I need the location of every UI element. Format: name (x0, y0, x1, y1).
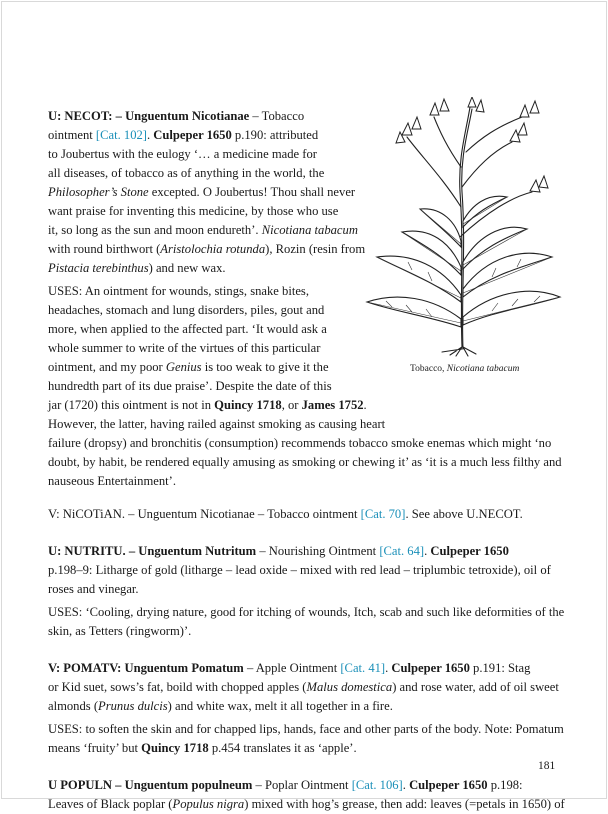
text-line (48, 580, 568, 599)
catalogue-link[interactable]: [Cat. 70] (360, 507, 406, 521)
section-gap (48, 524, 568, 542)
italic-text: Philosopher’s Stone (48, 185, 149, 199)
text-run: ) and white wax, melt it all together in a fire. (167, 699, 393, 713)
italic-text: Nicotiana tabacum (261, 223, 358, 237)
text-line (48, 434, 568, 453)
text-run: more, when applied to the affected part. ‘It would ask a (48, 322, 327, 336)
text-run: . See above U.NECOT. (405, 507, 523, 521)
text-run: . (147, 128, 154, 142)
italic-text: Aristolochia rotunda (160, 242, 266, 256)
section-gap (48, 641, 568, 659)
illustration-caption: Tobacco, Nicotiana tabacum (410, 364, 520, 374)
text-run: ) and rose water, add of oil sweet (392, 680, 559, 694)
section-gap (48, 758, 568, 776)
text-line (48, 678, 568, 697)
text-run: p.191: Stag (469, 661, 531, 675)
text-run: ), Rozin (resin from (265, 242, 366, 256)
text-run: – Tobacco (249, 109, 305, 123)
bold-text: Culpeper 1650 (409, 778, 488, 792)
text-line (48, 622, 568, 641)
catalogue-link[interactable]: [Cat. 106] (351, 778, 403, 792)
text-line (48, 453, 568, 472)
catalogue-link[interactable]: [Cat. 64] (379, 544, 425, 558)
text-run: roses and vinegar. (48, 582, 139, 596)
text-run: skin, as Tetters (ringworm)’. (48, 624, 192, 638)
text-run: – Apple Ointment (243, 661, 341, 675)
text-run: . (385, 661, 392, 675)
catalogue-link[interactable]: [Cat. 102] (95, 128, 147, 142)
text-run: hundredth part of its due praise’. Despite the date of this (48, 379, 332, 393)
text-run: USES: ‘Cooling, drying nature, good for itching of wounds, Itch, scab and such like deformities of the (48, 605, 565, 619)
text-run: However, the latter, having railed against smoking as causing heart (48, 417, 386, 431)
text-run: or Kid suet, sows’s fat, boild with chopped apples ( (48, 680, 307, 694)
italic-text: Prunus dulcis (98, 699, 168, 713)
bold-text: Quincy 1718 (214, 398, 282, 412)
text-run: it, so long as the sun and moon endureth’. (48, 223, 262, 237)
text-run: ointment, and my poor (48, 360, 166, 374)
bold-text: U: NUTRITU. – Unguentum Nutritum (48, 544, 257, 558)
text-line (48, 603, 568, 622)
bold-text: U: NECOT: – Unguentum Nicotianae (48, 109, 250, 123)
text-run: with round birthwort ( (48, 242, 161, 256)
text-run: , or (281, 398, 302, 412)
text-line (48, 739, 568, 758)
text-line (48, 561, 568, 580)
text-run: nauseous Entertainment’. (48, 474, 176, 488)
text-run: jar (1720) this ointment is not in (48, 398, 215, 412)
text-run: is too weak to give it the (201, 360, 329, 374)
text-run: p.454 translates it as ‘apple’. (208, 741, 357, 755)
paragraph-spacer (48, 491, 568, 505)
text-run: p.198: (487, 778, 523, 792)
text-run: USES: An ointment for wounds, stings, snake bites, (48, 284, 309, 298)
text-run: whole summer to write of the virtues of this particular (48, 341, 321, 355)
text-run: . (424, 544, 431, 558)
bold-text: Culpeper 1650 (153, 128, 232, 142)
text-line (48, 396, 568, 415)
text-line (48, 505, 568, 524)
text-run: failure (dropsy) and bronchitis (consumption) recommends tobacco smoke enemas which might ‘no (48, 436, 552, 450)
text-run: . (363, 398, 367, 412)
text-run: ointment (48, 128, 96, 142)
tobacco-plant-icon (362, 97, 562, 357)
text-run: doubt, by habit, be rendered equally amusing as smoking or chewing it’ as ‘it is a much less filthy and (48, 455, 562, 469)
catalogue-link[interactable]: [Cat. 41] (340, 661, 386, 675)
text-run: . (402, 778, 410, 792)
text-line (48, 377, 568, 396)
text-line (48, 720, 568, 739)
text-line (48, 697, 568, 716)
italic-text: Populus nigra (172, 797, 245, 811)
text-run: p.198–9: Litharge of gold (litharge – lead oxide – mixed with red lead – triplumbic tetroxide), oil of (48, 563, 551, 577)
text-run: want praise for inventing this medicine, by those who use (48, 204, 339, 218)
text-run: almonds ( (48, 699, 99, 713)
bold-text: U POPULN – Unguentum populneum (48, 778, 253, 792)
text-run: ) mixed with hog’s grease, then add: leaves (=petals in 1650) of (244, 797, 565, 811)
text-run: p.190: attributed (231, 128, 319, 142)
text-run: V: NiCOTiAN. – Unguentum Nicotianae – Tobacco ointment (48, 507, 361, 521)
text-run: all diseases, of tobacco as of anything in the world, the (48, 166, 325, 180)
text-run: to Joubertus with the eulogy ‘… a medicine made for (48, 147, 317, 161)
text-run: headaches, stomach and lung disorders, piles, gout and (48, 303, 325, 317)
bold-text: Quincy 1718 (141, 741, 209, 755)
italic-text: Pistacia terebinthus (48, 261, 149, 275)
text-run: – Poplar Ointment (252, 778, 352, 792)
text-line (48, 795, 568, 814)
text-line (48, 659, 568, 678)
bold-text: V: POMATV: Unguentum Pomatum (48, 661, 244, 675)
text-run: Leaves of Black poplar ( (48, 797, 173, 811)
book-page (1, 1, 607, 811)
text-run: USES: to soften the skin and for chapped lips, hands, face and other parts of the body. Note: Pomatum (48, 722, 564, 736)
text-run: means ‘fruity’ but (48, 741, 142, 755)
page-number: 181 (538, 760, 556, 772)
text-run: ) and new wax. (148, 261, 226, 275)
text-run: – Nourishing Ointment (256, 544, 380, 558)
text-line (48, 472, 568, 491)
bold-text: Culpeper 1650 (430, 544, 509, 558)
text-line (48, 542, 568, 561)
italic-text: Malus domestica (306, 680, 393, 694)
italic-text: Genius (165, 360, 202, 374)
text-line (48, 776, 568, 795)
bold-text: Culpeper 1650 (391, 661, 470, 675)
bold-text: James 1752 (301, 398, 364, 412)
text-line (48, 415, 568, 434)
text-run: excepted. O Joubertus! Thou shall never (148, 185, 356, 199)
